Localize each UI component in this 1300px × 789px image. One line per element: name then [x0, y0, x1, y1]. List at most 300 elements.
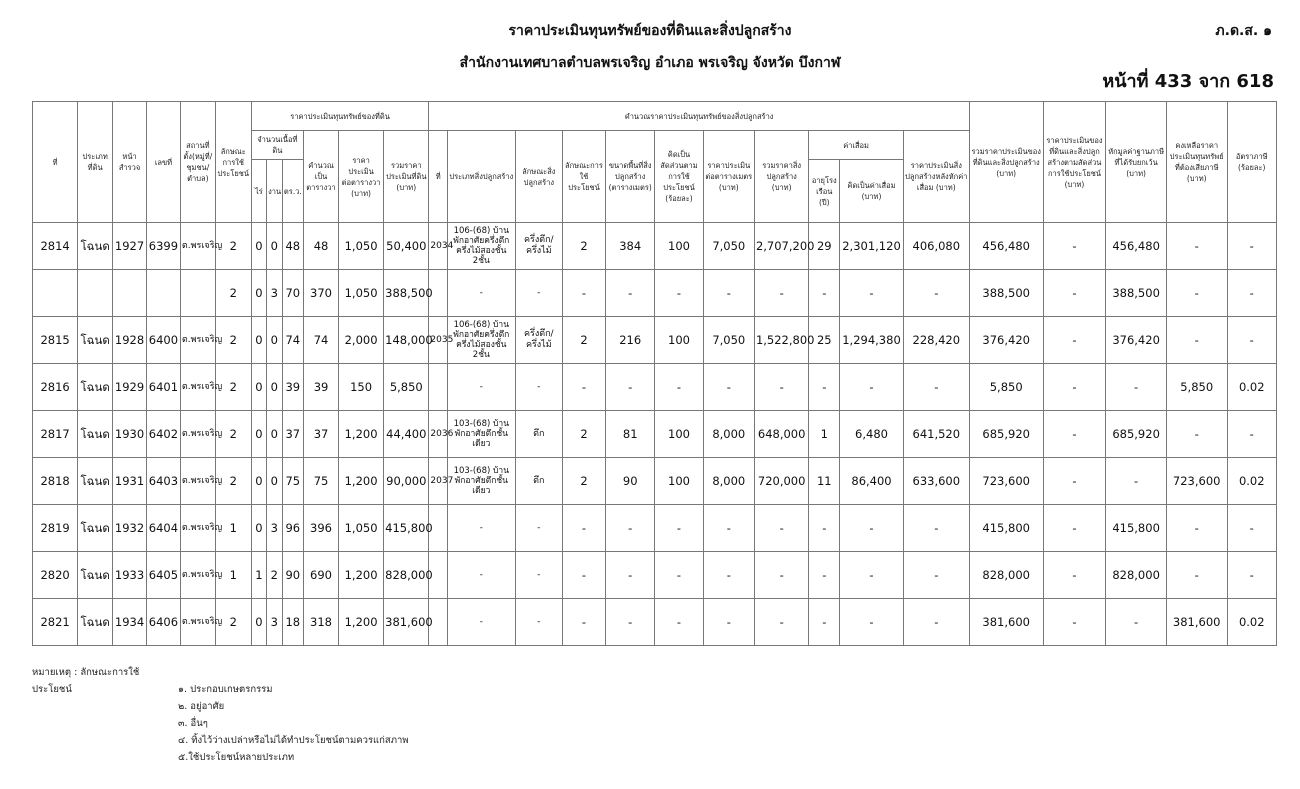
cell-wa: 70 [282, 270, 304, 317]
cell-doc-no: 6406 [146, 599, 180, 646]
cell-taxable: - [1166, 223, 1227, 270]
cell-usage-pct: 100 [655, 317, 703, 364]
cell-ratio-price: - [1043, 317, 1106, 364]
cell-bldg-char: ครึ่งตึก/ครึ่งไม้ [515, 223, 562, 270]
cell-total: 376,420 [969, 317, 1043, 364]
cell-location [180, 270, 215, 317]
cell-land-total: 415,800 [384, 505, 429, 552]
cell-usage-pct: 100 [655, 411, 703, 458]
cell-sq-wa: 370 [304, 270, 339, 317]
cell-survey-page: 1927 [113, 223, 147, 270]
cell-price-per-sqm: - [703, 364, 754, 411]
cell-survey-page: 1929 [113, 364, 147, 411]
cell-price-per-sqm: 7,050 [703, 317, 754, 364]
cell-doc-no: 6404 [146, 505, 180, 552]
cell-total: 828,000 [969, 552, 1043, 599]
cell-depr-value: - [840, 552, 904, 599]
cell-location: ต.พรเจริญ [180, 223, 215, 270]
col-usage-pct: คิดเป็นสัดส่วนตามการใช้ประโยชน์ (ร้อยละ) [655, 131, 703, 223]
cell-bldg-net: - [903, 364, 969, 411]
col-depr-value: คิดเป็นค่าเสื่อม (บาท) [840, 160, 904, 223]
notes-label: หมายเหตุ : ลักษณะการใช้ประโยชน์ [32, 667, 140, 695]
cell-survey-page: 1930 [113, 411, 147, 458]
cell-age: - [809, 270, 840, 317]
cell-exempt: - [1106, 364, 1167, 411]
cell-bldg-usage: - [562, 270, 605, 317]
cell-total: 5,850 [969, 364, 1043, 411]
cell-wa: 18 [282, 599, 304, 646]
cell-rai: 0 [251, 505, 266, 552]
cell-depr-value: - [840, 505, 904, 552]
cell-taxable: - [1166, 317, 1227, 364]
cell-rai: 1 [251, 552, 266, 599]
cell-survey-page: 1931 [113, 458, 147, 505]
cell-rai: 0 [251, 223, 266, 270]
cell-doc-type: โฉนด [78, 317, 113, 364]
cell-doc-no [146, 270, 180, 317]
cell-wa: 96 [282, 505, 304, 552]
cell-doc-no: 6400 [146, 317, 180, 364]
cell-no: 2815 [33, 317, 78, 364]
col-usage: ลักษณะการใช้ประโยชน์ [215, 102, 251, 223]
cell-usage: 2 [215, 458, 251, 505]
note-item: ๔. ทิ้งไว้ว่างเปล่าหรือไม่ได้ทำประโยชน์ตามควรแก่สภาพ [178, 735, 409, 746]
cell-doc-no: 6401 [146, 364, 180, 411]
table-row [33, 411, 1277, 458]
col-exempt: หักมูลค่าฐานภาษีที่ได้รับยกเว้น (บาท) [1106, 102, 1167, 223]
cell-bldg-no: 2037 [429, 458, 447, 505]
cell-ratio-price: - [1043, 364, 1106, 411]
cell-bldg-usage: - [562, 505, 605, 552]
cell-rai: 0 [251, 317, 266, 364]
cell-ngan: 0 [267, 223, 282, 270]
cell-bldg-price: 1,522,800 [754, 317, 808, 364]
note-item: ๕.ใช้ประโยชน์หลายประเภท [178, 752, 295, 763]
cell-wa: 39 [282, 364, 304, 411]
col-depreciation-group: ค่าเสื่อม [809, 131, 903, 160]
cell-bldg-net: - [903, 599, 969, 646]
cell-bldg-size: - [606, 599, 655, 646]
cell-usage: 2 [215, 411, 251, 458]
cell-bldg-price: 2,707,200 [754, 223, 808, 270]
cell-age: 1 [809, 411, 840, 458]
cell-price-per-wa: 1,050 [338, 223, 383, 270]
cell-exempt: 685,920 [1106, 411, 1167, 458]
cell-depr-value: 86,400 [840, 458, 904, 505]
cell-survey-page: 1932 [113, 505, 147, 552]
cell-tax-rate: 0.02 [1227, 458, 1277, 505]
cell-ngan: 0 [267, 364, 282, 411]
cell-survey-page: 1928 [113, 317, 147, 364]
cell-tax-rate: 0.02 [1227, 599, 1277, 646]
col-bldg-char: ลักษณะสิ่งปลูกสร้าง [515, 131, 562, 223]
col-survey-page: หน้าสำรวจ [113, 102, 147, 223]
cell-bldg-char: - [515, 599, 562, 646]
cell-usage: 2 [215, 364, 251, 411]
cell-bldg-net: - [903, 505, 969, 552]
cell-tax-rate: 0.02 [1227, 364, 1277, 411]
col-land-group: ราคาประเมินทุนทรัพย์ของที่ดิน [251, 102, 429, 131]
note-item: ๒. อยู่อาศัย [178, 701, 225, 712]
cell-ngan: 3 [267, 505, 282, 552]
cell-no: 2819 [33, 505, 78, 552]
cell-price-per-sqm: 8,000 [703, 458, 754, 505]
cell-doc-type: โฉนด [78, 505, 113, 552]
cell-price-per-sqm: - [703, 270, 754, 317]
cell-price-per-wa: 1,200 [338, 599, 383, 646]
cell-bldg-no: 2035 [429, 317, 447, 364]
cell-bldg-type: - [447, 552, 515, 599]
col-area-group: จำนวนเนื้อที่ดิน [251, 131, 303, 160]
cell-exempt: - [1106, 599, 1167, 646]
cell-price-per-wa: 1,200 [338, 552, 383, 599]
cell-bldg-net: - [903, 270, 969, 317]
col-price-per-sqm: ราคาประเมินต่อตารางเมตร (บาท) [703, 131, 754, 223]
col-bldg-usage: ลักษณะการใช้ประโยชน์ [562, 131, 605, 223]
cell-exempt: 388,500 [1106, 270, 1167, 317]
office-subtitle: สำนักงานเทศบาลตำบลพรเจริญ อำเภอ พรเจริญ จังหวัด บึงกาฬ [459, 55, 841, 71]
cell-bldg-price: - [754, 599, 808, 646]
cell-survey-page [113, 270, 147, 317]
cell-bldg-type: - [447, 364, 515, 411]
assessment-table [32, 101, 1277, 646]
cell-taxable: 5,850 [1166, 364, 1227, 411]
cell-price-per-wa: 1,050 [338, 505, 383, 552]
col-bldg-size: ขนาดพื้นที่สิ่งปลูกสร้าง (ตารางเมตร) [606, 131, 655, 223]
cell-age: - [809, 599, 840, 646]
cell-taxable: - [1166, 505, 1227, 552]
cell-doc-no: 6399 [146, 223, 180, 270]
cell-location: ต.พรเจริญ [180, 458, 215, 505]
cell-bldg-usage: 2 [562, 458, 605, 505]
cell-location: ต.พรเจริญ [180, 411, 215, 458]
cell-bldg-net: 406,080 [903, 223, 969, 270]
cell-bldg-char: ครึ่งตึก/ครึ่งไม้ [515, 317, 562, 364]
cell-land-total: 148,000 [384, 317, 429, 364]
col-rai: ไร่ [251, 160, 266, 223]
cell-ngan: 3 [267, 270, 282, 317]
col-sq-wa: คำนวณเป็นตารางวา [304, 131, 339, 223]
form-code: ภ.ด.ส. ๑ [1215, 23, 1272, 39]
document-title: ราคาประเมินทุนทรัพย์ของที่ดินและสิ่งปลูกสร้าง [508, 23, 792, 39]
cell-wa: 90 [282, 552, 304, 599]
col-age: อายุโรงเรือน (ปี) [809, 160, 840, 223]
cell-doc-type [78, 270, 113, 317]
cell-total: 415,800 [969, 505, 1043, 552]
note-item: ๑. ประกอบเกษตรกรรม [178, 684, 273, 695]
cell-no [33, 270, 78, 317]
cell-no: 2817 [33, 411, 78, 458]
cell-ratio-price: - [1043, 552, 1106, 599]
notes-section [32, 664, 409, 766]
cell-price-per-sqm: 8,000 [703, 411, 754, 458]
table-row [33, 552, 1277, 599]
cell-doc-type: โฉนด [78, 599, 113, 646]
cell-bldg-net: 633,600 [903, 458, 969, 505]
cell-sq-wa: 396 [304, 505, 339, 552]
cell-bldg-usage: - [562, 364, 605, 411]
cell-usage-pct: - [655, 364, 703, 411]
cell-bldg-price: 720,000 [754, 458, 808, 505]
cell-taxable: - [1166, 411, 1227, 458]
cell-price-per-wa: 150 [338, 364, 383, 411]
col-taxable: คงเหลือราคาประเมินทุนทรัพย์ที่ต้องเสียภาษี (บาท) [1166, 102, 1227, 223]
cell-bldg-type: 103-(68) บ้านพักอาศัยตึกชั้นเดียว [447, 411, 515, 458]
cell-bldg-type: 103-(68) บ้านพักอาศัยตึกชั้นเดียว [447, 458, 515, 505]
col-ngan: งาน [267, 160, 282, 223]
cell-bldg-price: - [754, 364, 808, 411]
col-bldg-type: ประเภทสิ่งปลูกสร้าง [447, 131, 515, 223]
cell-usage: 2 [215, 599, 251, 646]
cell-exempt: 828,000 [1106, 552, 1167, 599]
cell-bldg-usage: - [562, 599, 605, 646]
cell-bldg-char: ตึก [515, 411, 562, 458]
cell-location: ต.พรเจริญ [180, 317, 215, 364]
cell-sq-wa: 74 [304, 317, 339, 364]
cell-taxable: - [1166, 270, 1227, 317]
cell-bldg-usage: 2 [562, 411, 605, 458]
cell-no: 2816 [33, 364, 78, 411]
cell-sq-wa: 75 [304, 458, 339, 505]
cell-doc-type: โฉนด [78, 223, 113, 270]
cell-no: 2818 [33, 458, 78, 505]
cell-land-total: 381,600 [384, 599, 429, 646]
cell-price-per-sqm: 7,050 [703, 223, 754, 270]
cell-sq-wa: 690 [304, 552, 339, 599]
cell-bldg-type: 106-(68) บ้านพักอาศัยครึ่งตึกครึ่งไม้สองชั้น 2ชั้น [447, 223, 515, 270]
cell-ratio-price: - [1043, 505, 1106, 552]
cell-bldg-usage: - [562, 552, 605, 599]
cell-ngan: 0 [267, 411, 282, 458]
cell-bldg-net: 228,420 [903, 317, 969, 364]
cell-bldg-type: 106-(68) บ้านพักอาศัยครึ่งตึกครึ่งไม้สองชั้น 2ชั้น [447, 317, 515, 364]
cell-land-total: 44,400 [384, 411, 429, 458]
cell-exempt: 415,800 [1106, 505, 1167, 552]
col-bldg-no: ที่ [429, 131, 447, 223]
cell-depr-value: - [840, 599, 904, 646]
cell-bldg-char: - [515, 552, 562, 599]
cell-age: - [809, 552, 840, 599]
col-location: สถานที่ตั้ง(หมู่ที่/ชุมชน/ตำบล) [180, 102, 215, 223]
cell-location: ต.พรเจริญ [180, 552, 215, 599]
cell-tax-rate: - [1227, 270, 1277, 317]
cell-sq-wa: 37 [304, 411, 339, 458]
col-building-group: คำนวณราคาประเมินทุนทรัพย์ของสิ่งปลูกสร้าง [429, 102, 969, 131]
cell-exempt: 456,480 [1106, 223, 1167, 270]
assessment-table-wrapper [32, 101, 1277, 646]
cell-ratio-price: - [1043, 270, 1106, 317]
col-land-total: รวมราคาประเมินที่ดิน (บาท) [384, 131, 429, 223]
cell-doc-no: 6403 [146, 458, 180, 505]
cell-bldg-no [429, 364, 447, 411]
col-no: ที่ [33, 102, 78, 223]
cell-usage-pct: 100 [655, 223, 703, 270]
cell-exempt: - [1106, 458, 1167, 505]
cell-land-total: 90,000 [384, 458, 429, 505]
cell-age: - [809, 364, 840, 411]
cell-usage: 2 [215, 223, 251, 270]
cell-bldg-char: - [515, 364, 562, 411]
cell-land-total: 50,400 [384, 223, 429, 270]
col-ratio-price: ราคาประเมินของที่ดินและสิ่งปลูกสร้างตามสัดส่วนการใช้ประโยชน์ (บาท) [1043, 102, 1106, 223]
cell-tax-rate: - [1227, 505, 1277, 552]
cell-doc-type: โฉนด [78, 411, 113, 458]
table-row [33, 599, 1277, 646]
table-row [33, 505, 1277, 552]
cell-ngan: 2 [267, 552, 282, 599]
cell-bldg-type: - [447, 505, 515, 552]
cell-usage-pct: - [655, 599, 703, 646]
cell-doc-no: 6402 [146, 411, 180, 458]
col-total: รวมราคาประเมินของที่ดินและสิ่งปลูกสร้าง (บาท) [969, 102, 1043, 223]
table-body [33, 223, 1277, 646]
cell-sq-wa: 318 [304, 599, 339, 646]
cell-land-total: 828,000 [384, 552, 429, 599]
cell-depr-value: 1,294,380 [840, 317, 904, 364]
cell-age: 11 [809, 458, 840, 505]
cell-price-per-wa: 1,050 [338, 270, 383, 317]
cell-bldg-net: - [903, 552, 969, 599]
cell-ngan: 3 [267, 599, 282, 646]
col-wa: ตร.ว. [282, 160, 304, 223]
cell-no: 2821 [33, 599, 78, 646]
page-indicator: หน้าที่ 433 จาก 618 [1102, 71, 1274, 92]
cell-total: 723,600 [969, 458, 1043, 505]
cell-land-total: 5,850 [384, 364, 429, 411]
cell-survey-page: 1934 [113, 599, 147, 646]
cell-bldg-usage: 2 [562, 223, 605, 270]
cell-ratio-price: - [1043, 599, 1106, 646]
cell-age: 25 [809, 317, 840, 364]
cell-bldg-price: - [754, 505, 808, 552]
cell-usage: 2 [215, 270, 251, 317]
cell-total: 456,480 [969, 223, 1043, 270]
col-doc-no: เลขที่ [146, 102, 180, 223]
cell-taxable: 381,600 [1166, 599, 1227, 646]
cell-bldg-type: - [447, 270, 515, 317]
cell-bldg-price: - [754, 270, 808, 317]
cell-bldg-size: 90 [606, 458, 655, 505]
cell-depr-value: - [840, 270, 904, 317]
cell-tax-rate: - [1227, 411, 1277, 458]
cell-rai: 0 [251, 364, 266, 411]
cell-price-per-wa: 2,000 [338, 317, 383, 364]
cell-price-per-sqm: - [703, 599, 754, 646]
cell-bldg-size: - [606, 505, 655, 552]
cell-usage-pct: - [655, 552, 703, 599]
cell-exempt: 376,420 [1106, 317, 1167, 364]
cell-depr-value: 2,301,120 [840, 223, 904, 270]
cell-location: ต.พรเจริญ [180, 364, 215, 411]
table-row [33, 317, 1277, 364]
cell-bldg-no: 2034 [429, 223, 447, 270]
table-row [33, 458, 1277, 505]
cell-bldg-usage: 2 [562, 317, 605, 364]
cell-location: ต.พรเจริญ [180, 599, 215, 646]
cell-bldg-size: - [606, 270, 655, 317]
col-price-per-wa: ราคาประเมินต่อตารางวา (บาท) [338, 131, 383, 223]
cell-doc-no: 6405 [146, 552, 180, 599]
col-tax-rate: อัตราภาษี (ร้อยละ) [1227, 102, 1277, 223]
cell-rai: 0 [251, 458, 266, 505]
cell-bldg-char: ตึก [515, 458, 562, 505]
cell-bldg-net: 641,520 [903, 411, 969, 458]
cell-bldg-char: - [515, 270, 562, 317]
cell-wa: 37 [282, 411, 304, 458]
cell-ngan: 0 [267, 317, 282, 364]
cell-sq-wa: 39 [304, 364, 339, 411]
cell-sq-wa: 48 [304, 223, 339, 270]
cell-depr-value: - [840, 364, 904, 411]
cell-usage-pct: - [655, 505, 703, 552]
cell-ngan: 0 [267, 458, 282, 505]
cell-bldg-size: - [606, 364, 655, 411]
cell-depr-value: 6,480 [840, 411, 904, 458]
cell-age: - [809, 505, 840, 552]
cell-doc-type: โฉนด [78, 552, 113, 599]
col-doc-type: ประเภทที่ดิน [78, 102, 113, 223]
cell-bldg-size: 384 [606, 223, 655, 270]
cell-bldg-size: 216 [606, 317, 655, 364]
col-bldg-price: รวมราคาสิ่งปลูกสร้าง (บาท) [754, 131, 808, 223]
cell-no: 2814 [33, 223, 78, 270]
cell-taxable: - [1166, 552, 1227, 599]
cell-bldg-price: - [754, 552, 808, 599]
cell-taxable: 723,600 [1166, 458, 1227, 505]
cell-total: 381,600 [969, 599, 1043, 646]
cell-tax-rate: - [1227, 552, 1277, 599]
cell-rai: 0 [251, 411, 266, 458]
table-row [33, 270, 1277, 317]
cell-rai: 0 [251, 599, 266, 646]
cell-tax-rate: - [1227, 317, 1277, 364]
cell-bldg-size: - [606, 552, 655, 599]
table-row [33, 223, 1277, 270]
cell-age: 29 [809, 223, 840, 270]
cell-location: ต.พรเจริญ [180, 505, 215, 552]
cell-ratio-price: - [1043, 411, 1106, 458]
cell-bldg-char: - [515, 505, 562, 552]
cell-usage: 1 [215, 505, 251, 552]
table-row [33, 364, 1277, 411]
note-item: ๓. อื่นๆ [178, 718, 208, 729]
cell-bldg-price: 648,000 [754, 411, 808, 458]
cell-usage: 2 [215, 317, 251, 364]
cell-land-total: 388,500 [384, 270, 429, 317]
cell-wa: 75 [282, 458, 304, 505]
cell-bldg-no: 2036 [429, 411, 447, 458]
cell-price-per-wa: 1,200 [338, 411, 383, 458]
cell-usage-pct: - [655, 270, 703, 317]
cell-tax-rate: - [1227, 223, 1277, 270]
cell-rai: 0 [251, 270, 266, 317]
cell-price-per-wa: 1,200 [338, 458, 383, 505]
col-bldg-net: ราคาประเมินสิ่งปลูกสร้างหลังหักค่าเสื่อม (บาท) [903, 131, 969, 223]
cell-wa: 74 [282, 317, 304, 364]
cell-wa: 48 [282, 223, 304, 270]
cell-bldg-size: 81 [606, 411, 655, 458]
cell-no: 2820 [33, 552, 78, 599]
cell-price-per-sqm: - [703, 505, 754, 552]
cell-total: 388,500 [969, 270, 1043, 317]
cell-usage-pct: 100 [655, 458, 703, 505]
cell-total: 685,920 [969, 411, 1043, 458]
cell-ratio-price: - [1043, 458, 1106, 505]
cell-usage: 1 [215, 552, 251, 599]
cell-ratio-price: - [1043, 223, 1106, 270]
cell-doc-type: โฉนด [78, 458, 113, 505]
cell-price-per-sqm: - [703, 552, 754, 599]
